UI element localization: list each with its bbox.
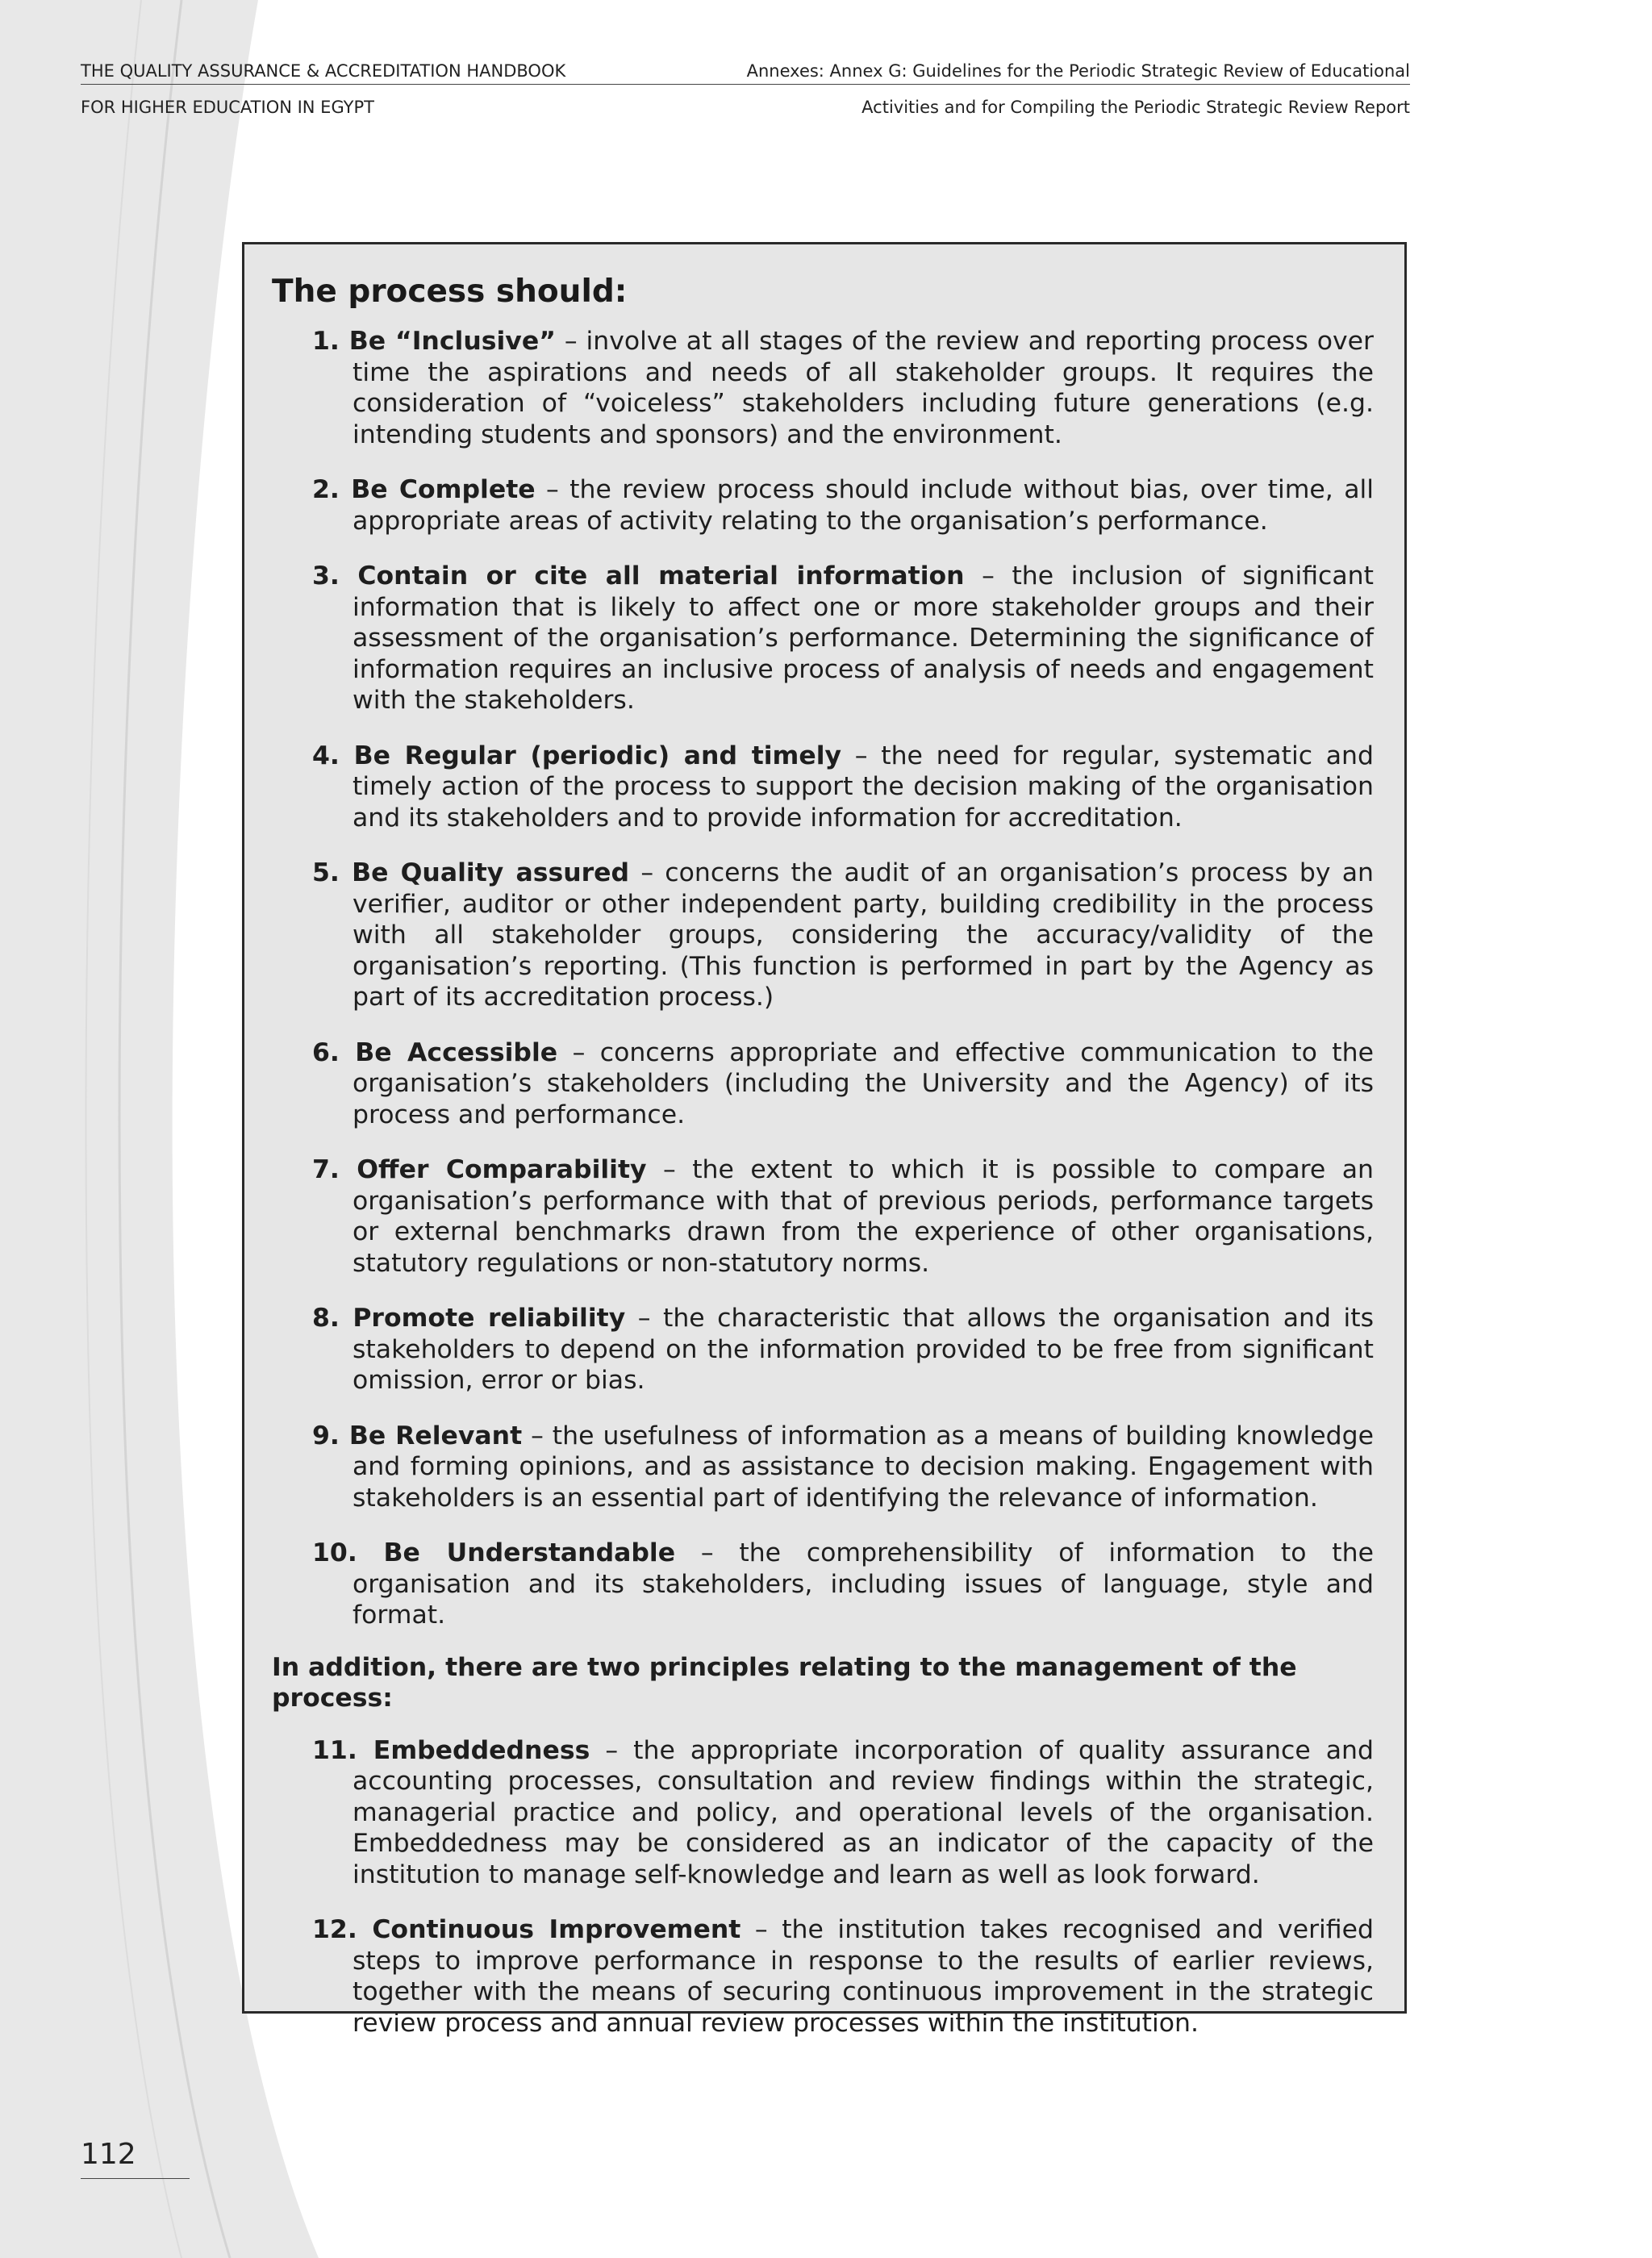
principle-item	[272, 1154, 1374, 1279]
principle-title	[312, 475, 536, 504]
principle-title	[312, 327, 556, 356]
principle-number: 8.	[312, 1304, 340, 1333]
principle-title-text: Promote reliability	[353, 1304, 626, 1333]
principle-title	[312, 1038, 557, 1067]
principle-item	[272, 1303, 1374, 1396]
principle-description: – the inclusion of significant information that is likely to affect one or more stakeholder groups and their assessment of the organisation’s performance. Determining the significance of information requires an inclusive process of analysis of needs and engagement with the stakeholders.	[353, 561, 1374, 715]
principle-description: – the appropriate incorporation of quality assurance and accounting processes, consultation and review findings within the strategic, managerial practice and policy, and operational levels of the organisation. Embeddedness may be considered as an indicator of the capacity of the institution to manage self-knowledge and learn as well as look forward.	[353, 1735, 1374, 1889]
principle-item	[272, 1914, 1374, 2039]
principle-title-text: Be Relevant	[348, 1421, 523, 1450]
header-row-bottom	[81, 90, 1410, 117]
principle-item	[272, 561, 1374, 716]
principle-title-text: Contain or cite all material information	[357, 561, 965, 591]
principle-item	[272, 1538, 1374, 1631]
principle-title-text: Be Complete	[351, 475, 536, 504]
header-right-line1: Annexes: Annex G: Guidelines for the Periodic Strategic Review of Educational	[746, 61, 1410, 81]
principles-box	[242, 242, 1407, 2038]
management-principles-list	[272, 1735, 1374, 2039]
page-number-rule	[81, 2178, 190, 2179]
page-number: 112	[81, 2138, 136, 2171]
principle-title	[312, 741, 841, 770]
principle-item	[272, 741, 1374, 834]
principle-number: 9.	[312, 1421, 340, 1450]
principle-number: 1.	[312, 327, 340, 356]
principle-description: – concerns appropriate and effective communication to the organisation’s stakeholders (including the University and the Agency) of its process and performance.	[353, 1037, 1375, 1129]
principle-description: – the review process should include without bias, over time, all appropriate areas of activity relating to the organisation’s performance.	[353, 475, 1374, 536]
principle-number: 3.	[312, 561, 340, 591]
management-subheading: In addition, there are two principles relating to the management of the process:	[272, 1652, 1297, 1713]
principle-number: 5.	[312, 858, 340, 887]
principle-item	[272, 474, 1374, 536]
principle-description: – the institution takes recognised and verified steps to improve performance in response to the results of earlier reviews, together with the means of securing continuous improvement in the strategic review process and annual review processes within the institution.	[353, 1915, 1374, 2038]
principle-title	[312, 858, 629, 887]
principles-list	[272, 326, 1374, 1631]
principle-number: 7.	[312, 1155, 340, 1184]
principle-title	[312, 1421, 522, 1450]
principle-title	[312, 561, 965, 591]
principle-number: 6.	[312, 1037, 340, 1067]
principle-title-text: Be “Inclusive”	[348, 327, 556, 356]
principle-title-text: Be Regular (periodic) and timely	[353, 741, 842, 770]
principle-description: – concerns the audit of an organisation’s process by an verifier, auditor or other independent party, building credibility in the process with all stakeholder groups, considering the accuracy/validity of the organisation’s reporting. (This function is performed in part by the Agency as part of its accreditation process.)	[353, 858, 1374, 1012]
running-header	[81, 53, 1410, 117]
principle-description: – involve at all stages of the review and reporting process over time the aspirations and needs of all stakeholder groups. It requires the consideration of “voiceless” stakeholders including future generations (e.g. intending students and sponsors) and the environment.	[353, 327, 1375, 449]
principle-description: – the need for regular, systematic and timely action of the process to support the decision making of the organisation and its stakeholders and to provide information for accreditation.	[353, 741, 1374, 833]
principle-title-text: Be Accessible	[355, 1037, 558, 1067]
principle-title-text: Be Understandable	[383, 1538, 676, 1567]
principle-item	[272, 1421, 1374, 1514]
principle-item	[272, 858, 1374, 1013]
principle-number: 10.	[312, 1538, 357, 1567]
principle-item	[272, 326, 1374, 450]
principle-description: – the usefulness of information as a means of building knowledge and forming opinions, and as assistance to decision making. Engagement with stakeholders is an essential part of identifying the relevance of information.	[353, 1421, 1375, 1513]
principle-title-text: Offer Comparability	[357, 1155, 647, 1184]
principle-number: 12.	[312, 1915, 357, 1944]
header-left-line1: THE QUALITY ASSURANCE & ACCREDITATION HANDBOOK	[81, 61, 566, 81]
principle-title	[312, 1538, 675, 1567]
principle-title-text: Be Quality assured	[352, 858, 630, 887]
header-right-line2: Activities and for Compiling the Periodic Strategic Review Report	[861, 98, 1410, 117]
principle-title	[312, 1915, 740, 1944]
principle-item	[272, 1735, 1374, 1891]
principle-number: 4.	[312, 741, 340, 770]
principle-number: 11.	[312, 1735, 357, 1765]
header-left-line2: FOR HIGHER EDUCATION IN EGYPT	[81, 98, 374, 117]
principle-description: – the extent to which it is possible to compare an organisation’s performance with that of previous periods, performance targets or external benchmarks drawn from the experience of other organisations, statutory regulations or non-statutory norms.	[353, 1155, 1375, 1278]
principle-number: 2.	[312, 475, 340, 504]
principle-title-text: Embeddedness	[373, 1735, 590, 1765]
principle-title	[312, 1736, 590, 1765]
principle-description: – the comprehensibility of information to the organisation and its stakeholders, including issues of language, style and format.	[353, 1538, 1374, 1630]
principle-description: – the characteristic that allows the organisation and its stakeholders to depend on the information provided to be free from significant omission, error or bias.	[353, 1304, 1374, 1395]
principle-title	[312, 1304, 625, 1333]
principle-item	[272, 1037, 1374, 1131]
box-heading: The process should:	[272, 273, 628, 310]
header-row-top	[81, 53, 1410, 85]
principle-title	[312, 1155, 647, 1184]
principle-title-text: Continuous Improvement	[372, 1915, 741, 1944]
